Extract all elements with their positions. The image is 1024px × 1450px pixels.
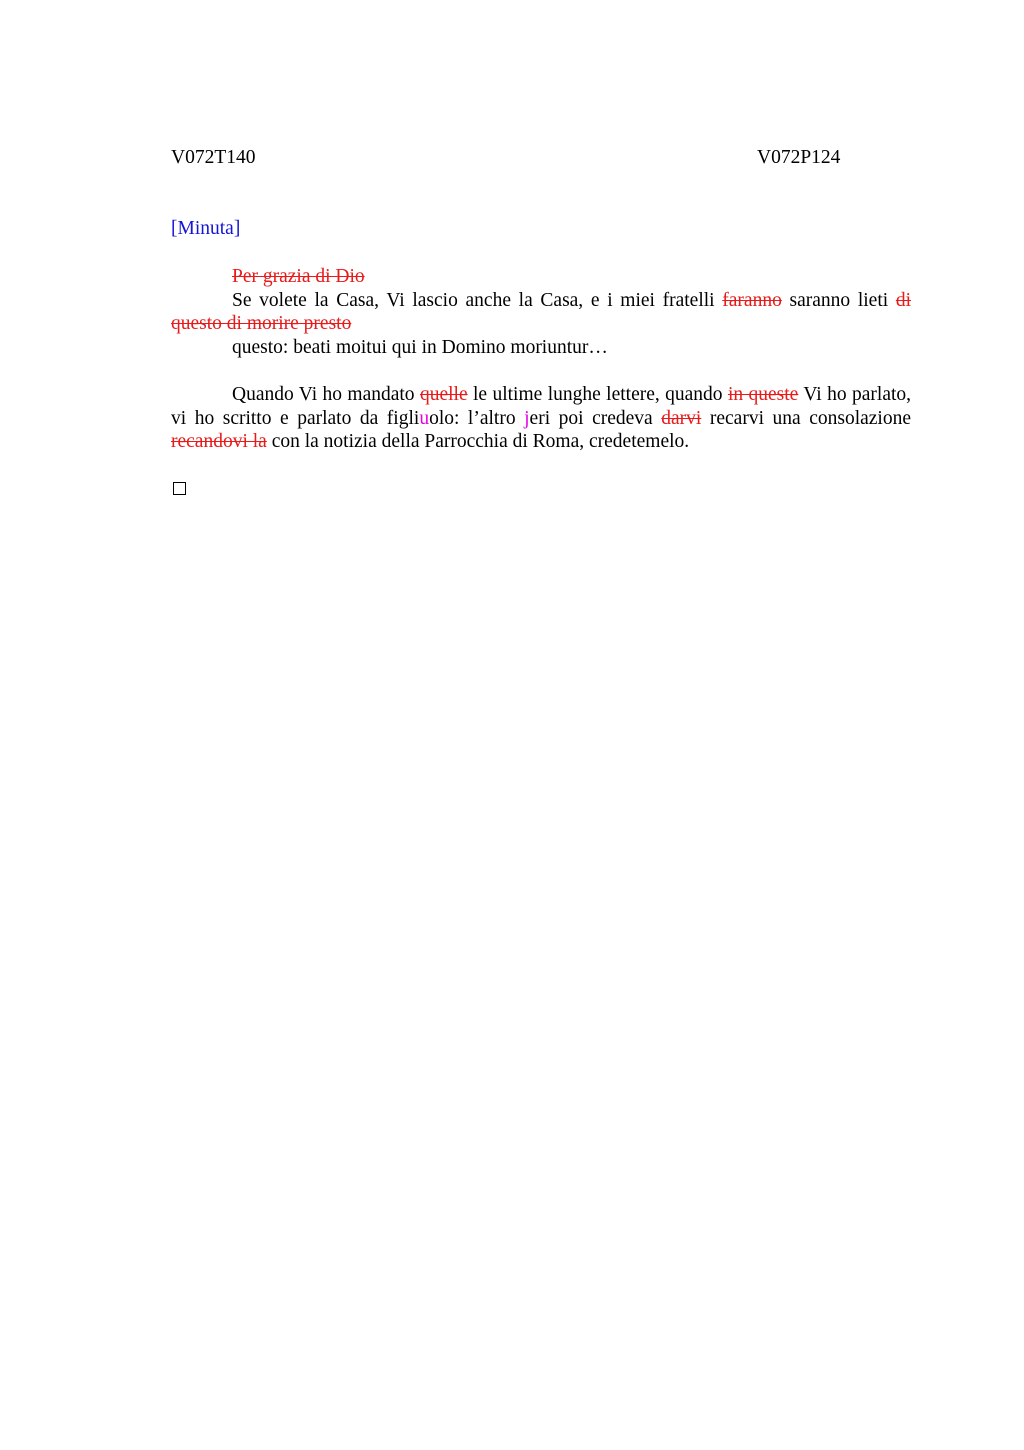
deleted-text: in queste: [727, 383, 799, 405]
letter-body: [171, 265, 911, 454]
deleted-text: darvi: [661, 407, 702, 429]
deleted-text: recandovi la: [171, 431, 267, 453]
deleted-text: di questo di morire presto: [171, 289, 911, 335]
paragraph-3: [171, 383, 911, 454]
text-span: Vi ho parlato, vi ho scritto e parlato da figli: [171, 383, 912, 429]
text-span: Quando Vi ho mandato: [232, 383, 420, 405]
text-span: eri poi credeva: [529, 407, 662, 429]
deleted-text: Per grazia di Dio: [232, 266, 365, 287]
text-span: olo: l’altro: [429, 407, 525, 429]
document-code-right: V072P124: [757, 147, 841, 168]
text-span: con la notizia della Parrocchia di Roma, credetemelo.: [266, 431, 690, 453]
paragraph-2: [171, 336, 911, 360]
paragraph-deleted-heading: [171, 265, 911, 289]
inserted-text: j: [524, 407, 530, 429]
text-span: saranno lieti: [781, 289, 896, 311]
text-span: le ultime lunghe lettere, quando: [467, 383, 728, 405]
document-code-left: V072T140: [171, 147, 256, 168]
inserted-text: u: [419, 407, 430, 429]
paragraph-gap: [171, 359, 911, 383]
text-span: recarvi una consolazione: [701, 407, 911, 429]
deleted-text: faranno: [722, 289, 782, 311]
text-span: questo: beati moitui qui in Domino moriuntur…: [232, 336, 608, 358]
checkbox-square-icon: [173, 482, 186, 495]
minuta-label: [Minuta]: [171, 218, 241, 239]
text-span: Se volete la Casa, Vi lascio anche la Casa, e i miei fratelli: [232, 289, 723, 311]
deleted-text: quelle: [419, 383, 468, 405]
paragraph-1: [171, 289, 911, 336]
